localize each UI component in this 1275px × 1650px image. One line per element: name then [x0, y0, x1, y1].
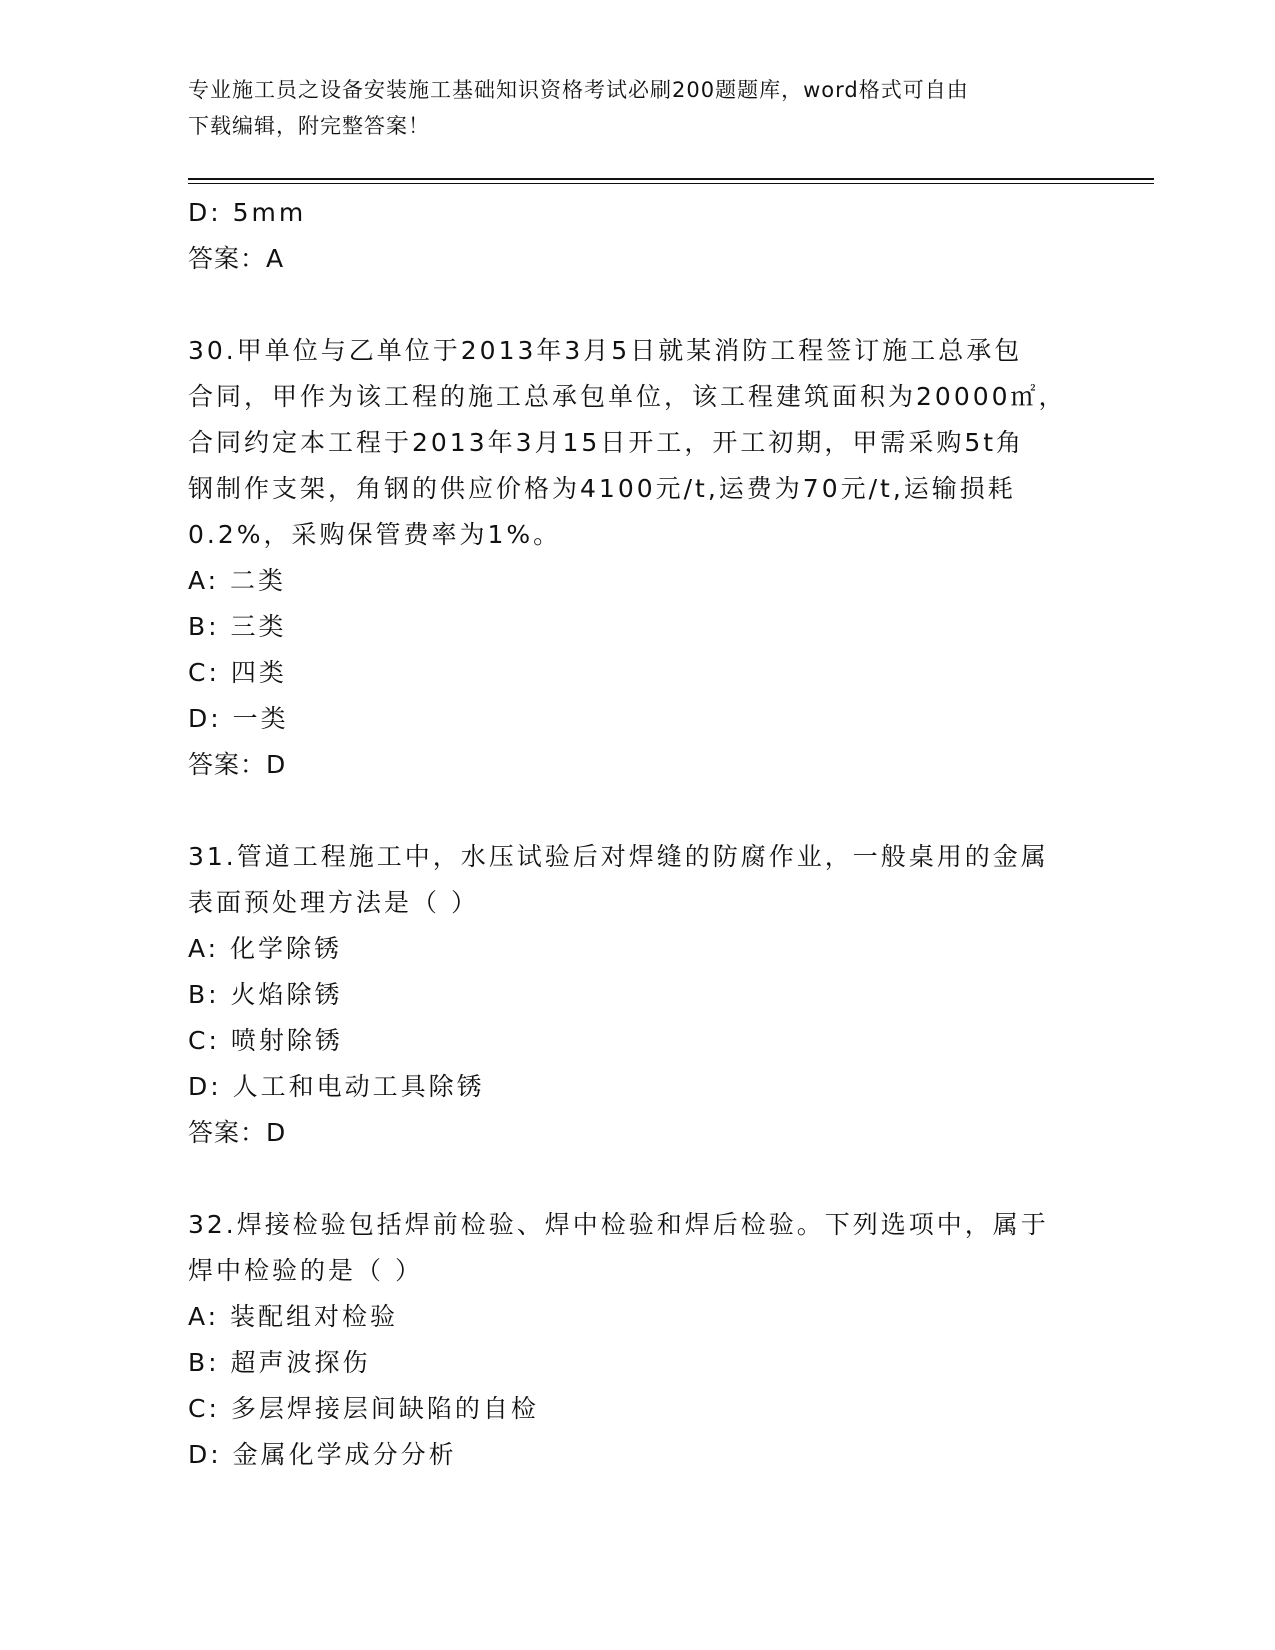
option-d: D: 一类 — [188, 704, 289, 733]
header-divider-thick — [188, 178, 1154, 180]
option-d: D: 人工和电动工具除锈 — [188, 1072, 485, 1101]
option-d: D: 5mm — [188, 198, 307, 227]
option-b: B: 超声波探伤 — [188, 1348, 371, 1377]
option-c: C: 四类 — [188, 658, 287, 687]
option-a: A: 二类 — [188, 566, 287, 595]
header-line-2: 下载编辑，附完整答案！ — [188, 114, 430, 138]
answer-label: 答案：D — [188, 750, 287, 779]
question-text-line: 31.管道工程施工中，水压试验后对焊缝的防腐作业，一般桌用的金属 — [188, 842, 1049, 871]
question-text-line: 表面预处理方法是（ ） — [188, 888, 479, 917]
option-c: C: 喷射除锈 — [188, 1026, 343, 1055]
previous-question-tail — [188, 190, 1088, 282]
question-text-line: 0.2%，采购保管费率为1%。 — [188, 520, 562, 549]
question-text-line: 合同约定本工程于2013年3月15日开工，开工初期，甲需采购5t角 — [188, 428, 1025, 457]
question-text-line: 钢制作支架，角钢的供应价格为4100元/t,运费为70元/t,运输损耗 — [188, 474, 1016, 503]
option-b: B: 火焰除锈 — [188, 980, 343, 1009]
question-32 — [188, 1202, 1088, 1478]
header-divider-thin — [188, 183, 1154, 184]
question-content — [188, 190, 1088, 1478]
question-text-line: 32.焊接检验包括焊前检验、焊中检验和焊后检验。下列选项中，属于 — [188, 1210, 1049, 1239]
question-text-line: 30.甲单位与乙单位于2013年3月5日就某消防工程签订施工总承包 — [188, 336, 1023, 365]
spacer — [188, 1156, 1088, 1202]
question-31 — [188, 834, 1088, 1156]
option-b: B: 三类 — [188, 612, 287, 641]
answer-label: 答案：A — [188, 244, 285, 273]
option-a: A: 装配组对检验 — [188, 1302, 399, 1331]
question-text-line: 合同，甲作为该工程的施工总承包单位，该工程建筑面积为20000㎡， — [188, 382, 1067, 411]
document-header — [188, 72, 1068, 144]
option-d: D: 金属化学成分分析 — [188, 1440, 457, 1469]
option-a: A: 化学除锈 — [188, 934, 343, 963]
answer-label: 答案：D — [188, 1118, 287, 1147]
spacer — [188, 788, 1088, 834]
spacer — [188, 282, 1088, 328]
question-30 — [188, 328, 1088, 788]
question-text-line: 焊中检验的是（ ） — [188, 1256, 423, 1285]
header-line-1: 专业施工员之设备安装施工基础知识资格考试必刷200题题库，word格式可自由 — [188, 78, 969, 102]
option-c: C: 多层焊接层间缺陷的自检 — [188, 1394, 539, 1423]
